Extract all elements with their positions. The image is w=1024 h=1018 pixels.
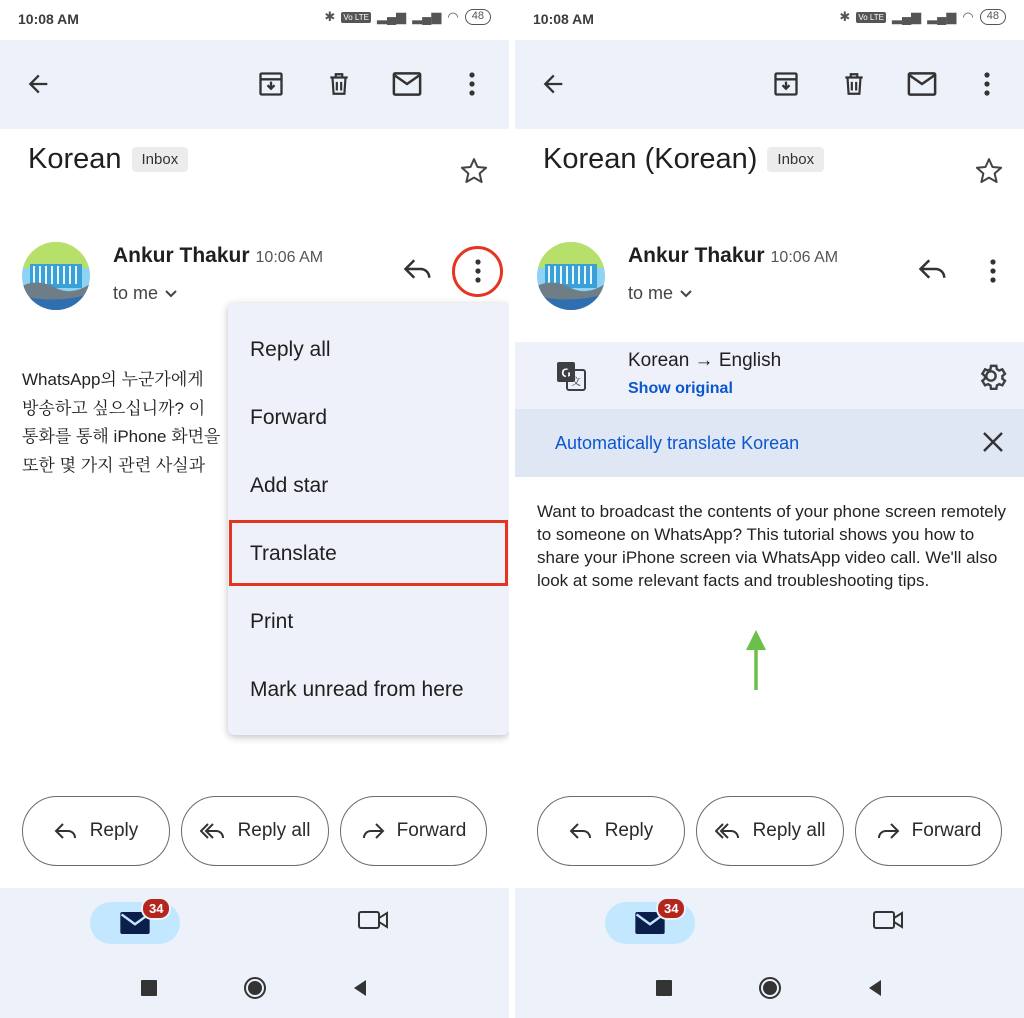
recipients-toggle[interactable] (113, 283, 178, 304)
volte-icon: Vo LTE (858, 12, 884, 22)
recipients-label: to me (113, 283, 159, 303)
highlight-box (229, 520, 508, 586)
star-icon[interactable] (974, 156, 1006, 188)
status-bar (0, 0, 509, 40)
recent-apps-icon[interactable] (651, 975, 677, 1001)
reply-icon (569, 821, 593, 841)
status-bar (515, 0, 1024, 40)
message-more-icon[interactable] (975, 253, 1011, 289)
avatar[interactable] (537, 242, 605, 310)
home-icon[interactable] (242, 975, 268, 1001)
translation-languages: Korean → English (628, 350, 782, 371)
sender-name: Ankur Thakur (628, 244, 765, 267)
battery-icon: 48 (465, 9, 491, 25)
reply-icon (54, 821, 78, 841)
email-body (22, 366, 232, 480)
overflow-menu (228, 303, 509, 735)
archive-icon[interactable] (768, 66, 804, 102)
menu-item-translate[interactable]: Translate (250, 542, 337, 565)
delete-icon[interactable] (836, 66, 872, 102)
svg-text:文: 文 (571, 377, 581, 388)
bluetooth-icon: ✱ (839, 9, 851, 24)
email-subject (543, 143, 824, 176)
home-icon[interactable] (757, 975, 783, 1001)
body-line: 또한 몇 가지 관련 사실과 (22, 455, 206, 475)
reply-all-button[interactable] (696, 796, 844, 866)
signal-icon: ▂▄▆ (891, 9, 922, 24)
back-arrow-icon[interactable] (20, 66, 56, 102)
recipients-label: to me (628, 283, 674, 303)
inbox-label-chip[interactable]: Inbox (767, 147, 824, 172)
forward-label: Forward (911, 820, 982, 841)
more-vert-icon[interactable] (454, 66, 490, 102)
green-arrow-annotation (744, 628, 768, 692)
toolbar (515, 40, 1024, 129)
menu-item-mark-unread[interactable]: Mark unread from here (250, 678, 464, 701)
reply-all-button[interactable] (181, 796, 329, 866)
settings-gear-icon[interactable] (975, 360, 1007, 392)
svg-text:G: G (561, 366, 571, 380)
more-vert-icon[interactable] (969, 66, 1005, 102)
body-line: 방송하고 싶으십니까? 이 (22, 398, 206, 418)
toolbar (0, 40, 509, 129)
mark-unread-icon[interactable] (389, 66, 425, 102)
menu-item-forward[interactable]: Forward (250, 406, 328, 429)
star-icon[interactable] (459, 156, 491, 188)
recent-apps-icon[interactable] (136, 975, 162, 1001)
forward-label: Forward (396, 820, 467, 841)
right-phone-screen (515, 0, 1024, 1018)
menu-item-print[interactable]: Print (250, 610, 294, 633)
forward-icon (876, 821, 900, 841)
recipients-toggle[interactable] (628, 283, 693, 304)
reply-all-icon (715, 821, 741, 841)
unread-count-badge: 34 (656, 897, 686, 920)
sender-name: Ankur Thakur (113, 244, 250, 267)
inbox-label-chip[interactable]: Inbox (132, 147, 189, 172)
status-time: 10:08 AM (533, 11, 594, 27)
reply-icon[interactable] (918, 256, 950, 288)
reply-button[interactable] (537, 796, 685, 866)
reply-button[interactable] (22, 796, 170, 866)
auto-translate-link[interactable]: Automatically translate Korean (555, 433, 800, 453)
reply-all-label: Reply all (752, 820, 826, 841)
menu-item-reply-all[interactable]: Reply all (250, 338, 331, 361)
sent-time: 10:06 AM (770, 249, 839, 266)
forward-button[interactable] (340, 796, 487, 866)
status-time: 10:08 AM (18, 11, 79, 27)
email-subject (28, 143, 188, 176)
reply-label: Reply (604, 820, 654, 841)
subject-text: Korean (28, 143, 122, 175)
forward-icon (361, 821, 385, 841)
battery-icon: 48 (980, 9, 1006, 25)
back-nav-icon[interactable] (347, 975, 373, 1001)
delete-icon[interactable] (321, 66, 357, 102)
forward-button[interactable] (855, 796, 1002, 866)
menu-item-add-star[interactable]: Add star (250, 474, 329, 497)
unread-count-badge: 34 (141, 897, 171, 920)
chevron-down-icon (164, 289, 178, 299)
email-body-translated: Want to broadcast the contents of your phone screen remotely to someone on WhatsApp? This tutorial shows you how to share your iPhone screen via WhatsApp video call. We'll also look at some relevant facts and troubleshooting tips. (537, 502, 1007, 590)
archive-icon[interactable] (253, 66, 289, 102)
back-arrow-icon[interactable] (535, 66, 571, 102)
avatar[interactable] (22, 242, 90, 310)
signal-icon: ▂▄▆ (376, 9, 407, 24)
meet-video-icon[interactable] (872, 908, 904, 940)
sent-time: 10:06 AM (255, 249, 324, 266)
sender-row (628, 244, 838, 268)
wifi-icon: ◠ (447, 9, 459, 24)
reply-all-icon (200, 821, 226, 841)
volte-icon: Vo LTE (343, 12, 369, 22)
signal-icon: ▂▄▆ (412, 9, 442, 24)
show-original-link[interactable]: Show original (628, 380, 733, 397)
mark-unread-icon[interactable] (904, 66, 940, 102)
wifi-icon: ◠ (962, 9, 974, 24)
reply-icon[interactable] (403, 256, 435, 288)
chevron-down-icon (679, 289, 693, 299)
body-line: WhatsApp의 누군가에게 (22, 370, 204, 389)
bluetooth-icon: ✱ (324, 9, 336, 24)
signal-icon: ▂▄▆ (927, 9, 957, 24)
subject-text: Korean (Korean) (543, 143, 758, 175)
meet-video-icon[interactable] (357, 908, 389, 940)
highlight-circle (452, 246, 503, 297)
left-phone-screen (0, 0, 509, 1018)
close-icon[interactable] (981, 430, 1005, 454)
back-nav-icon[interactable] (862, 975, 888, 1001)
reply-label: Reply (89, 820, 139, 841)
translate-icon (555, 360, 587, 392)
body-line: 통화를 통해 iPhone 화면을 (22, 427, 221, 446)
sender-row (113, 244, 323, 268)
reply-all-label: Reply all (237, 820, 311, 841)
